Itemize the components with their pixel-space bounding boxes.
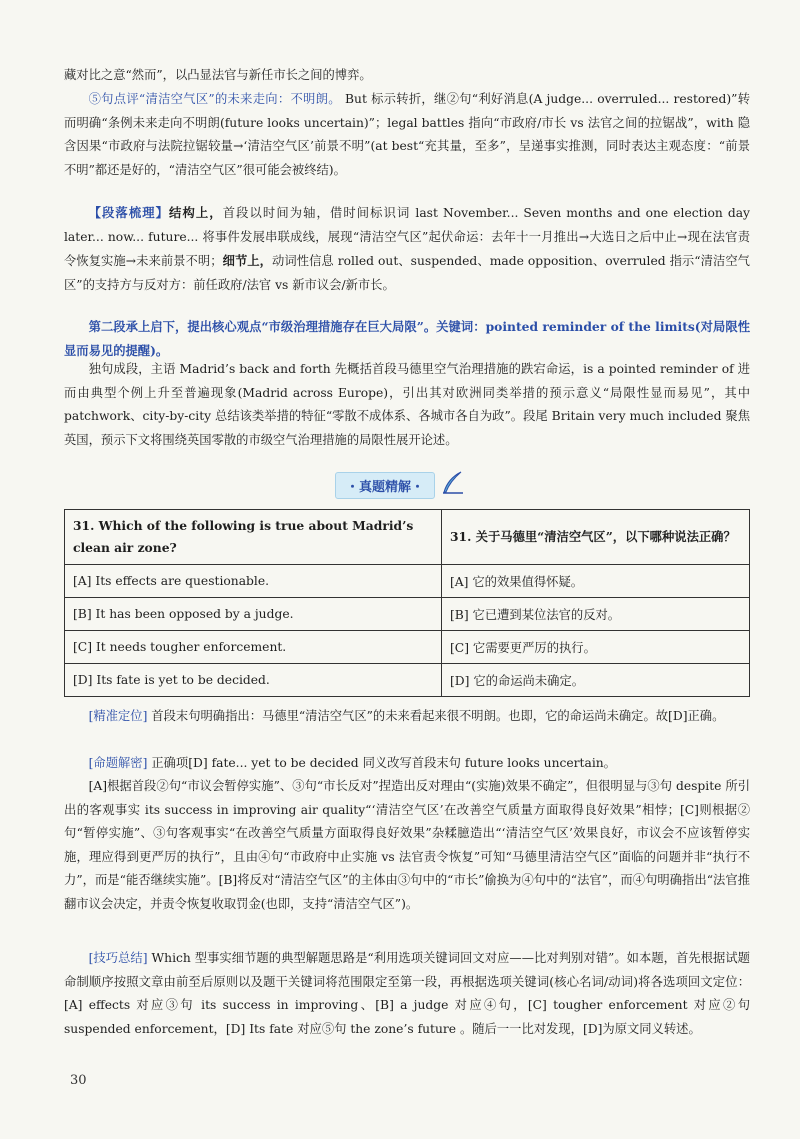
decode-text: 正确项[D] fate... yet to be decided 同义改写首段末句 future looks uncertain。 <box>151 756 616 770</box>
paragraph-second-section: 第二段承上启下，提出核心观点“市级治理措施存在巨大局限”。关键词：pointed reminder of the limits(对局限性显而易见的提醒)。 <box>64 319 750 358</box>
option-c-en: [C] It needs tougher enforcement. <box>65 631 442 664</box>
question-stem-en: 31. Which of the following is true about Madrid’s clean air zone? <box>65 510 442 565</box>
locate-text: 首段末句明确指出：马德里“清洁空气区”的未来看起来很不明朗。也即，它的命运尚未确定。故[D]正确。 <box>151 709 725 723</box>
option-c-zh: [C] 它需要更严厉的执行。 <box>442 631 750 664</box>
table-row <box>65 664 750 697</box>
structure-part1: 首段以时间为轴，借时间标识词 last November... Seven months and one election day later... now... future... 将事件发展串联成线，展现“清洁空气区”起伏命运：去年十一月推出→大选日之后中止→现在法官责令恢复实施→未来前景不明； <box>64 206 750 268</box>
paragraph-2 <box>64 88 750 182</box>
table-row <box>65 565 750 598</box>
option-d-zh: [D] 它的命运尚未确定。 <box>442 664 750 697</box>
paragraph-tips <box>64 947 750 1041</box>
paragraph-decode <box>64 752 750 776</box>
sentence-comment-body: But 标示转折，继②句“利好消息(A judge... overruled... restored)”转而明确“条例未来走向不明朗(future looks uncertain)”；legal battles 指向“市政府/市长 vs 法官之间的拉锯战”，with 隐含因果“市政府与法院拉锯较量→‘清洁空气区’前景不明”(at best“充其量，至多”，呈递事实推测，同时表达主观态度：“前景不明”都还是好的，“清洁空气区”很可能会被终结)。 <box>64 92 750 177</box>
structure-label: 【段落梳理】 <box>88 205 170 220</box>
paragraph-distractors: [A]根据首段②句“市议会暂停实施”、③句“市长反对”捏造出反对理由“(实施)效果不确定”，但很明显与③句 despite 所引出的客观事实 its success in improving air quality“‘清洁空气区’在改善空气质量方面取得良好效果”相悖；[C]则根据②句“暂停实施”、③句客观事实“在改善空气质量方面取得良好效果”杂糅臆造出“‘清洁空气区’效果良好，市议会不应该暂停实施，理应得到更严厉的执行”，且由④句“市政府中止实施 vs 法官责令恢复”可知“马德里清洁空气区”面临的问题并非“执行不力”，而是“能否继续实施”。[B]将反对“清洁空气区”的主体由③句中的“市长”偷换为④句中的“法官”，而④句明确指出“法官推翻市议会决定，并责令恢复收取罚金(也即，支持“清洁空气区”)。 <box>64 779 750 911</box>
structure-part2: 动词性信息 rolled out、suspended、made opposition、overruled 指示“清洁空气区”的支持方与反对方：前任政府/法官 vs 新市议会/新市长。 <box>64 254 750 292</box>
sentence-comment-heading: ⑤句点评“清洁空气区”的未来走向：不明朗。 <box>88 92 341 106</box>
tips-text: Which 型事实细节题的典型解题思路是“利用选项关键词回文对应——比对判别对错”。如本题，首先根据试题命制顺序按照文章由前至后原则以及题干关键词将范围限定至第一段，再根据选项关键词(核心名词/动词)将各选项回文定位：[A] effects 对应③句 its success in improving、[B] a judge 对应④句，[C] tougher enforcement 对应②句 suspended enforcement，[D] Its fate 对应⑤句 the zone’s future 。随后一一比对发现，[D]为原文同义转述。 <box>64 951 750 1036</box>
option-b-zh: [B] 它已遭到某位法官的反对。 <box>442 598 750 631</box>
table-row <box>65 510 750 565</box>
option-b-en: [B] It has been opposed by a judge. <box>65 598 442 631</box>
option-d-en: [D] Its fate is yet to be decided. <box>65 664 442 697</box>
paragraph-locate <box>64 705 750 729</box>
paragraph-structure <box>64 201 750 297</box>
tips-label: [技巧总结] <box>88 951 148 965</box>
table-row <box>65 631 750 664</box>
option-a-en: [A] Its effects are questionable. <box>65 565 442 598</box>
section-banner <box>335 471 465 499</box>
paragraph-5: 独句成段，主语 Madrid’s back and forth 先概括首段马德里空气治理措施的跌宕命运，is a pointed reminder of 进而由典型个例上升至普遍现象(Madrid across Europe)，引出其对欧洲同类举措的预示意义“局限性显而易见”，其中 patchwork、city-by-city 总结该类举措的特征“零散不成体系、各城市各自为政”。段尾 Britain very much included 聚焦英国，预示下文将围绕英国零散的市级空气治理措施的局限性展开论述。 <box>64 362 750 447</box>
structure-lead: 结构上， <box>169 205 223 220</box>
table-row <box>65 598 750 631</box>
question-stem-zh: 31. 关于马德里“清洁空气区”，以下哪种说法正确？ <box>442 510 750 565</box>
page-number: 30 <box>70 1073 87 1088</box>
banner-label: ・真题精解・ <box>335 472 435 499</box>
option-a-zh: [A] 它的效果值得怀疑。 <box>442 565 750 598</box>
locate-label: [精准定位] <box>88 709 148 723</box>
question-table <box>64 509 750 697</box>
structure-lead2: 细节上， <box>222 253 273 268</box>
quill-pen-icon <box>439 470 465 500</box>
decode-label: [命题解密] <box>88 756 148 770</box>
paragraph-1: 藏对比之意“然而”，以凸显法官与新任市长之间的博弈。 <box>64 68 372 82</box>
